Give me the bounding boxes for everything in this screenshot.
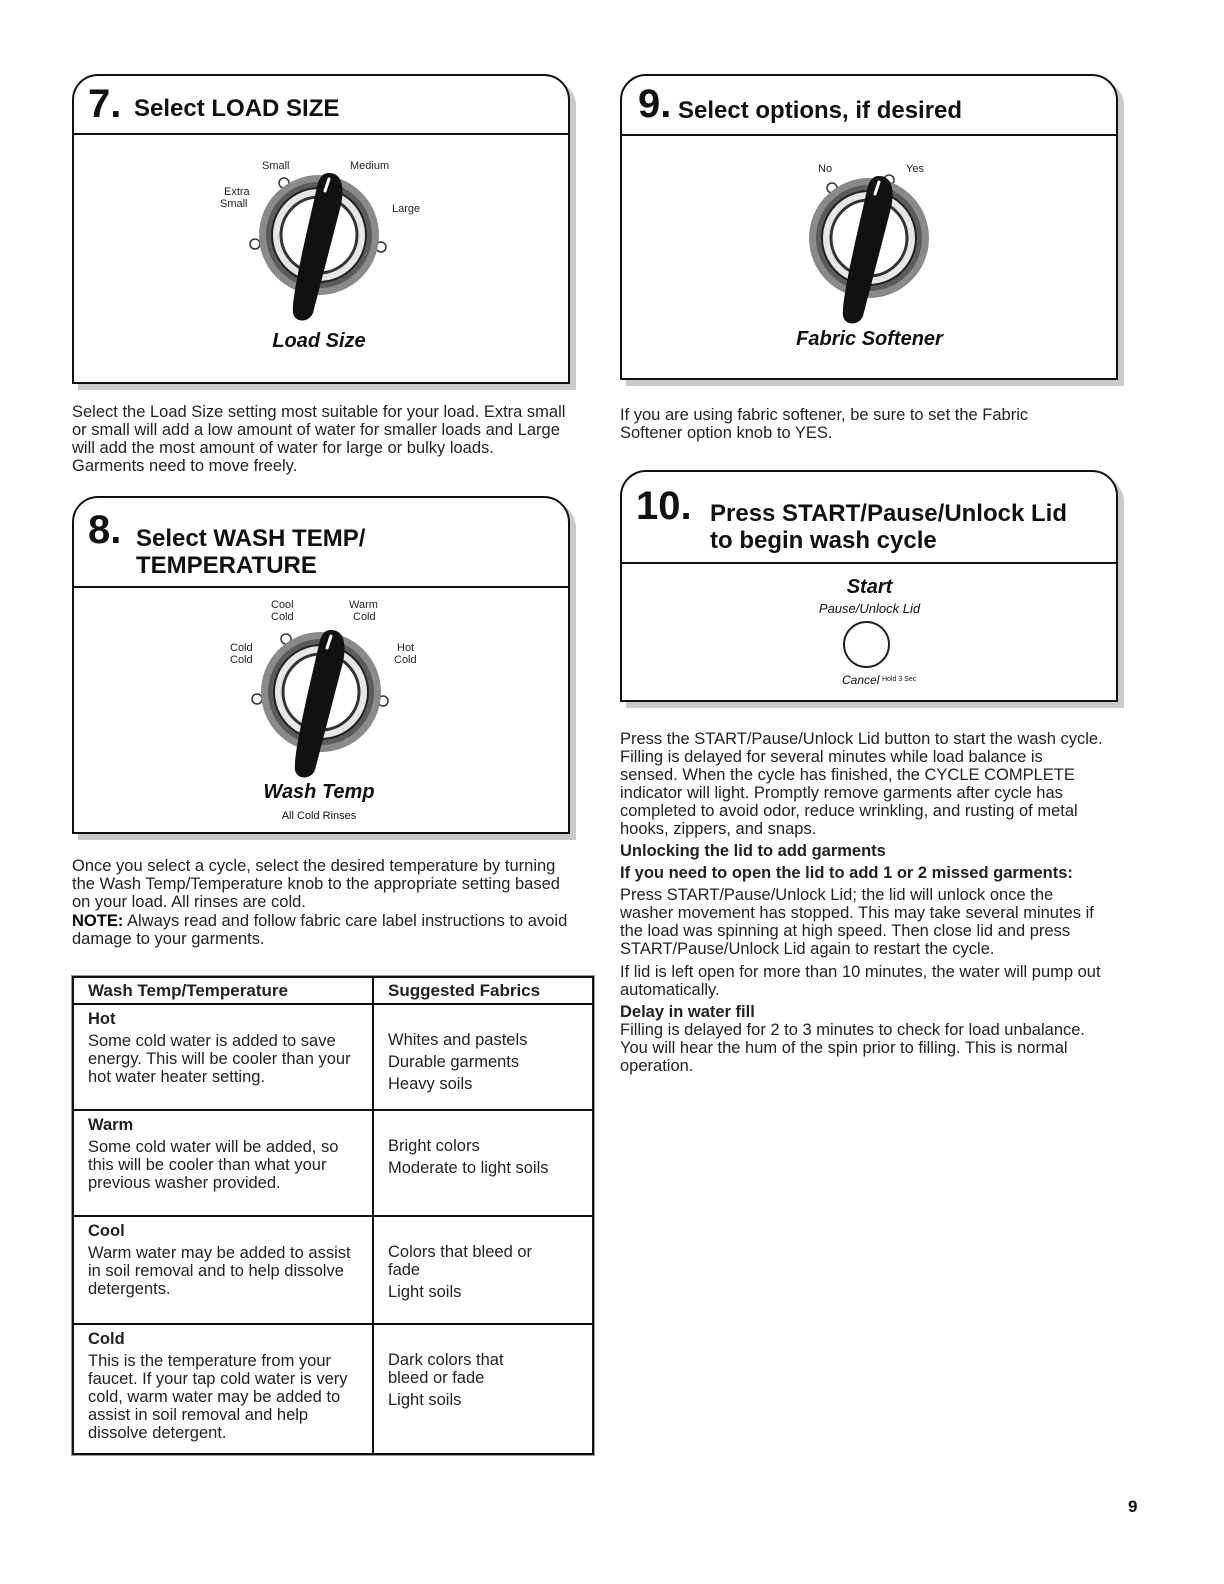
fabric-item: Colors that bleed or fade [388,1243,532,1279]
step-8-paragraph: Once you select a cycle, select the desired temperature by turning the Wash Temp/Temperature knob to the appropriate setting based on your load. All rinses are cold. [72,857,560,911]
row-name: Hot [88,1010,116,1028]
row-desc: This is the temperature from your faucet. If your tap cold water is very cold, warm water may be added to assist in soil removal and help dissolve detergent. [88,1352,348,1442]
step-7-text: Select the Load Size setting most suitable for your load. Extra small or small will add a low amount of water for smaller loads and Large will add the most amount of water for large or bulky loads. Garments need to move freely. [72,403,566,475]
row-desc: Some cold water is added to save energy. This will be cooler than your hot water heater setting. [88,1032,351,1086]
start-button[interactable] [843,621,890,668]
step-9-header [622,76,1116,136]
all-cold-rinses-label: All Cold Rinses [281,810,357,822]
label-extra-small-2: Small [220,198,248,210]
label-warm-cold-1: Warm [349,599,378,611]
missed-garments-heading: If you need to open the lid to add 1 or 2 missed garments: [620,864,1073,882]
missed-garments-text: Press START/Pause/Unlock Lid; the lid will unlock once the washer movement has stopped. This may take several minutes if the load was spinning at high speed. Then close lid and press START/Pause/Unlock Lid again to restart the cycle. [620,886,1094,958]
step-10-title-line-1: Press START/Pause/Unlock Lid [710,500,1067,527]
step-9-number: 9. [638,82,672,126]
table-row [73,1110,593,1216]
fabric-item: Light soils [388,1283,462,1301]
fabric-item: Dark colors that bleed or fade [388,1351,504,1387]
row-name: Cold [88,1330,125,1348]
step-8-title-line-1: Select WASH TEMP/ [136,525,366,552]
note-label: NOTE: [72,912,124,930]
step-8-card [72,496,570,834]
start-button-panel [622,564,1116,700]
indicator-cold [252,694,262,704]
table-row [73,1216,593,1324]
step-8-header [74,498,568,588]
fabric-item: Heavy soils [388,1075,473,1093]
wash-temp-caption: Wash Temp [263,781,375,803]
label-cold-cold-1: Cold [230,642,253,654]
step-10-card [620,470,1118,702]
row-name: Warm [88,1116,134,1134]
step-10-number: 10. [636,484,692,528]
fabric-item: Light soils [388,1391,462,1409]
step-10-paragraph: Press the START/Pause/Unlock Lid button to start the wash cycle. Filling is delayed for several minutes while load balance is sensed. When the cycle has finished, the CYCLE COMPLETE indicator will light. Promptly remove garments after cycle has completed to avoid odor, reduce wrinkling, and rusting of metal hooks, zippers, and snaps. [620,730,1103,838]
step-7-title: Select LOAD SIZE [134,95,340,122]
table-header-row [73,977,593,1004]
step-9-card [620,74,1118,380]
start-label: Start [846,576,893,598]
step-10-title-line-2: to begin wash cycle [710,527,937,554]
label-warm-cold-2: Cold [353,611,376,623]
fabric-item: Moderate to light soils [388,1159,549,1177]
load-size-caption: Load Size [272,330,366,352]
label-yes: Yes [906,163,924,175]
step-8-number: 8. [88,508,122,552]
row-name: Cool [88,1222,125,1240]
step-7-number: 7. [88,82,122,126]
fabric-softener-caption: Fabric Softener [796,328,943,350]
indicator-extra-small [250,239,260,249]
label-hot-cold-2: Cold [394,654,417,666]
unlocking-heading: Unlocking the lid to add garments [620,842,886,860]
table-row [73,1324,593,1454]
step-10-header [622,472,1116,564]
step-8-title-line-2: TEMPERATURE [136,552,317,579]
load-size-knob[interactable] [244,163,394,323]
load-size-panel [74,135,568,382]
step-9-title: Select options, if desired [678,97,963,124]
lid-open-text: If lid is left open for more than 10 minutes, the water will pump out automatically. [620,963,1101,999]
table-row [73,1004,593,1110]
step-8-text [72,857,568,948]
delay-heading: Delay in water fill [620,1003,755,1021]
label-extra-small-1: Extra [224,186,250,198]
pause-unlock-label: Pause/Unlock Lid [818,601,921,616]
page-number: 9 [1128,1497,1138,1516]
hold-3-sec-label: Hold 3 Sec [882,676,917,683]
step-7-card [72,74,570,384]
label-cold-cold-2: Cold [230,654,253,666]
step-9-text: If you are using fabric softener, be sure to set the Fabric Softener option knob to YES. [620,406,1029,442]
col-header-suggested-fabrics: Suggested Fabrics [373,977,593,1004]
row-desc: Some cold water will be added, so this will be cooler than what your previous washer provided. [88,1138,339,1192]
fabric-softener-knob[interactable] [794,166,944,326]
label-large: Large [392,203,421,215]
label-cool-cold-1: Cool [271,599,294,611]
fabric-softener-panel [622,136,1116,378]
fabric-item: Bright colors [388,1137,480,1155]
label-medium: Medium [350,160,390,172]
label-cool-cold-2: Cold [271,611,294,623]
row-desc: Warm water may be added to assist in soil removal and to help dissolve detergents. [88,1244,351,1298]
label-hot-cold-1: Hot [397,642,415,654]
step-8-note [72,912,568,948]
wash-temp-panel [74,588,568,832]
label-no: No [818,163,833,175]
step-10-text-block [620,730,1104,1075]
wash-temperature-table [72,976,594,1455]
step-7-header [74,76,568,135]
note-text: Always read and follow fabric care label instructions to avoid damage to your garments. [72,912,568,948]
wash-temp-knob[interactable] [246,620,396,780]
fabric-item: Whites and pastels [388,1031,528,1049]
col-header-wash-temp: Wash Temp/Temperature [73,977,373,1004]
delay-text: Filling is delayed for 2 to 3 minutes to check for load unbalance. You will hear the hum of the spin prior to filling. This is normal operation. [620,1021,1086,1075]
fabric-item: Durable garments [388,1053,520,1071]
label-small: Small [262,160,290,172]
cancel-label: Cancel [842,673,880,687]
